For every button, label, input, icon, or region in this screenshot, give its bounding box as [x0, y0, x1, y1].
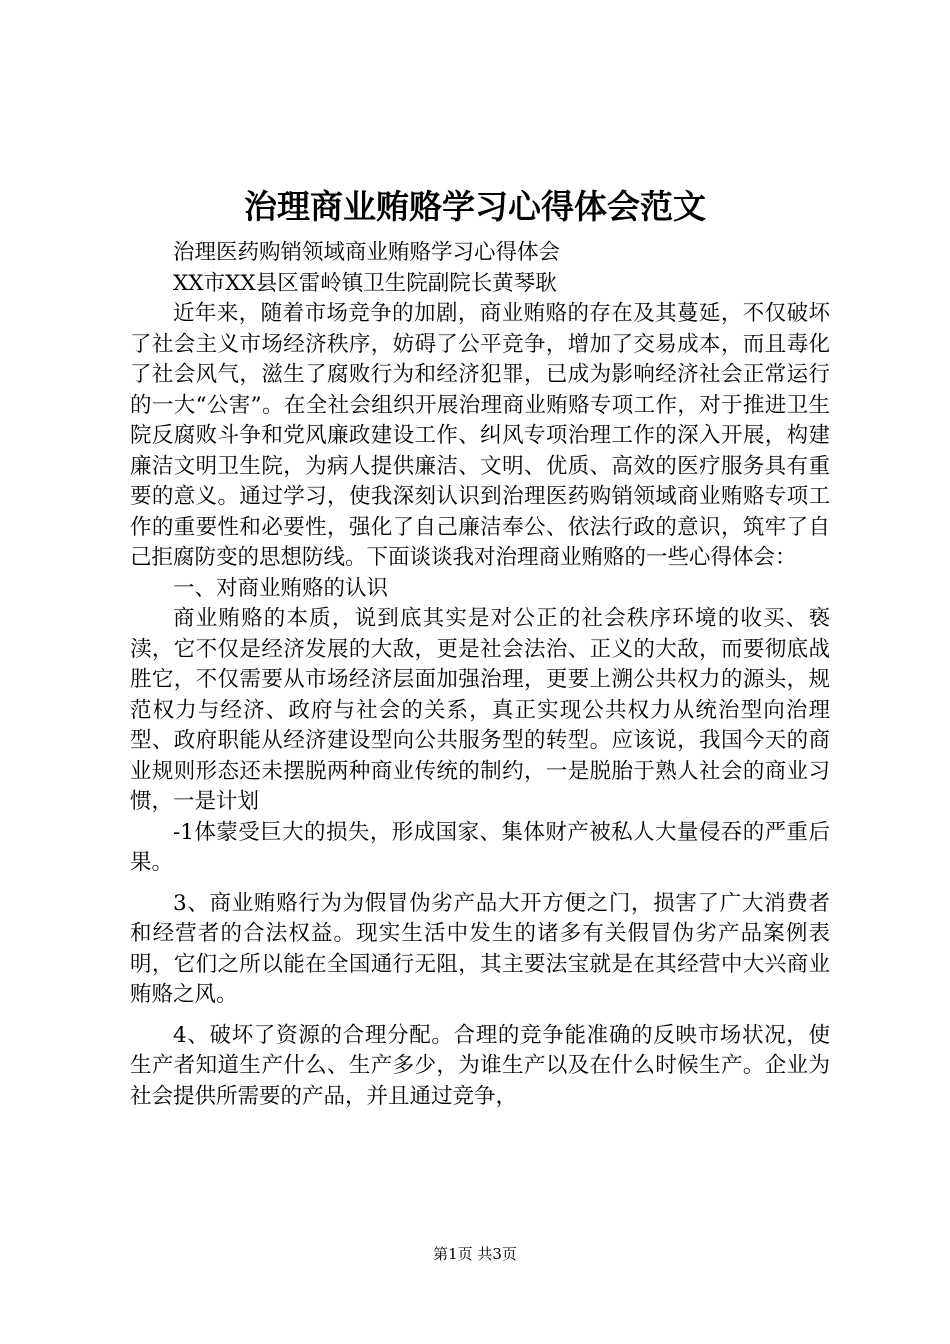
paragraph-essence: 商业贿赂的本质，说到底其实是对公正的社会秩序环境的收买、亵渎，它不仅是经济发展的大敌，更是社会法治、正义的大敌，而要彻底战胜它，不仅需要从市场经济层面加强治理，更要上溯公共权力的源头，规范权力与经济、政府与社会的关系，真正实现公共权力从统治型向治理型、政府职能从经济建设型向公共服务型的转型。应该说，我国今天的商业规则形态还未摆脱两种商业传统的制约，一是脱胎于熟人社会的商业习惯，一是计划 — [130, 606, 830, 814]
paragraph-point-4: 4、破坏了资源的合理分配。合理的竞争能准确的反映市场状况，使生产者知道生产什么、生产多少，为谁生产以及在什么时候生产。企业为社会提供所需要的产品，并且通过竞争， — [130, 1022, 830, 1109]
paragraph-losses: -1体蒙受巨大的损失，形成国家、集体财产被私人大量侵吞的严重后果。 — [130, 819, 830, 875]
paragraph-point-3: 3、商业贿赂行为为假冒伪劣产品大开方便之门，损害了广大消费者和经营者的合法权益。现实生活中发生的诸多有关假冒伪劣产品案例表明，它们之所以能在全国通行无阻，其主要法宝就是在其经营中大兴商业贿赂之风。 — [130, 890, 830, 1007]
subtitle: 治理医药购销领域商业贿赂学习心得体会 — [173, 240, 561, 265]
section-heading: 一、对商业贿赂的认识 — [173, 575, 389, 601]
document-title: 治理商业贿赂学习心得体会范文 — [244, 187, 706, 226]
paragraph-intro: 近年来，随着市场竞争的加剧，商业贿赂的存在及其蔓延，不仅破坏了社会主义市场经济秩序，妨碍了公平竞争，增加了交易成本，而且毒化了社会风气，滋生了腐败行为和经济犯罪，已成为影响经济社会正常运行的一大“公害”。在全社会组织开展治理商业贿赂专项工作，对于推进卫生院反腐败斗争和党风廉政建设工作、纠风专项治理工作的深入开展，构建廉洁文明卫生院，为病人提供廉洁、文明、优质、高效的医疗服务具有重要的意义。通过学习，使我深刻认识到治理医药购销领域商业贿赂专项工作的重要性和必要性，强化了自己廉洁奉公、依法行政的意识，筑牢了自己拒腐防变的思想防线。下面谈谈我对治理商业贿赂的一些心得体会： — [130, 301, 830, 570]
document-body — [130, 238, 830, 1112]
page-footer: 第1页 共3页 — [433, 1245, 517, 1263]
author-line: XX市XX县区雷岭镇卫生院副院长黄琴耿 — [173, 270, 557, 296]
